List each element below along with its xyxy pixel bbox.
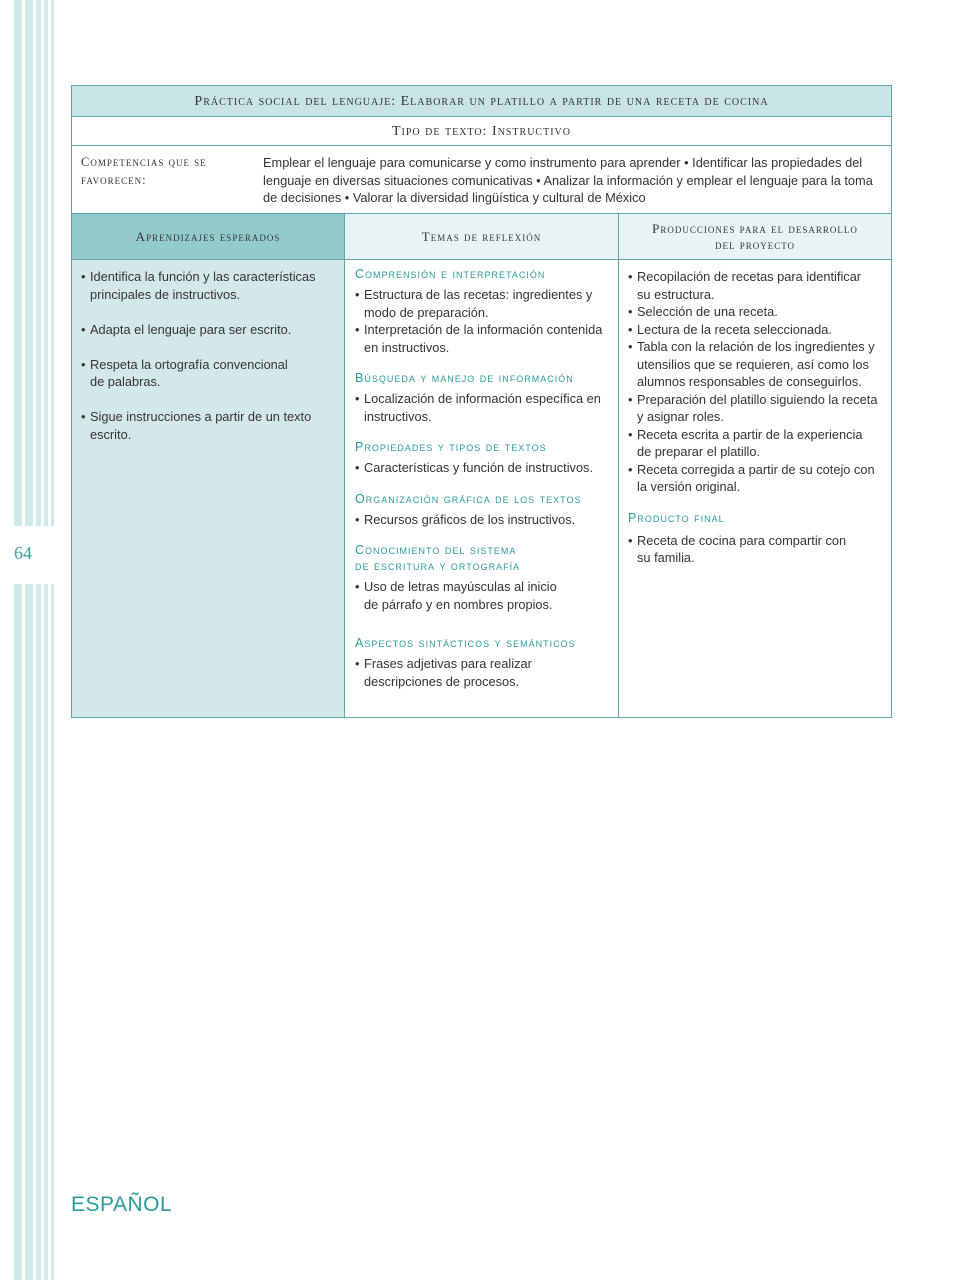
header-temas: Temas de reflexión [345,214,619,259]
tema-title: Aspectos sintácticos y semánticos [355,636,576,650]
list-item: • Preparación del platillo siguiendo la receta y asignar roles. [628,391,883,426]
header-producciones [619,214,891,259]
list-item: • Selección de una receta. [628,303,883,321]
competencias-row [72,146,891,214]
list-item: • Frases adjetivas para realizar descripciones de procesos. [355,655,554,690]
list-item: • Localización de información específica en instructivos. [355,390,610,425]
tema-group [355,370,610,425]
aprendizajes-column [72,260,345,717]
tema-title: Comprensión e interpretación [355,267,546,281]
stripe [14,0,22,1280]
tema-group [355,266,610,356]
list-item: • Lectura de la receta seleccionada. [628,321,883,339]
tema-group [355,542,610,613]
tema-title: Búsqueda y manejo de información [355,371,574,385]
tema-title: Conocimiento del sistema de escritura y ortografía [355,543,521,573]
page-number: 64 [14,543,32,563]
footer-subject: ESPAÑOL [71,1193,173,1216]
competencias-text: Emplear el lenguaje para comunicarse y como instrumento para aprender • Identificar las propiedades del lenguaje en diversas situaciones comunicativas • Analizar la información y emplear el lenguaje para la toma de decisiones • Valorar la diversidad lingüística y cultural de México [263,155,873,205]
competencias-label: Competencias que se favorecen: [81,155,207,187]
list-item: • Respeta la ortografía convencional de palabras. [81,356,290,391]
curriculum-table [71,85,892,718]
list-item: • Tabla con la relación de los ingredientes y utensilios que se requieren, así como los alumnos responsables de conseguirlos. [628,338,877,391]
list-item: • Receta escrita a partir de la experiencia de preparar el platillo. [628,426,877,461]
stripe [51,0,54,1280]
producto-final-title: Producto final [628,510,725,525]
temas-column [345,260,619,717]
tema-title: Propiedades y tipos de textos [355,440,547,454]
tema-group [355,635,610,690]
list-item: • Receta de cocina para compartir con su familia. [628,532,847,567]
list-item: • Receta corregida a partir de su cotejo con la versión original. [628,461,877,496]
list-item: • Sigue instrucciones a partir de un texto escrito. [81,408,336,443]
list-item: • Uso de letras mayúsculas al inicio de párrafo y en nombres propios. [355,578,574,613]
tema-title: Organización gráfica de los textos [355,491,582,506]
list-item: • Recursos gráficos de los instructivos. [355,511,610,529]
list-item: • Recopilación de recetas para identificar su estructura. [628,268,877,303]
header-producciones-label: Producciones para el desarrollo del proyecto [652,220,858,252]
stripe [44,0,48,1280]
list-item: • Interpretación de la información contenida en instructivos. [355,321,610,356]
stripe [25,0,33,1280]
margin-stripes [0,0,60,1280]
list-item: • Adapta el lenguaje para ser escrito. [81,321,336,339]
stripe [36,0,41,1280]
list-item: • Características y función de instructivos. [355,459,610,477]
list-item: • Estructura de las recetas: ingredientes y modo de preparación. [355,286,610,321]
table-body [72,260,891,717]
column-headers [72,214,891,260]
table-title: Práctica social del lenguaje: Elaborar un platillo a partir de una receta de cocina [72,86,891,117]
tema-group [355,439,610,477]
producciones-column [619,260,891,717]
tipo-texto: Tipo de texto: Instructivo [72,117,891,146]
tema-group [355,491,610,529]
header-aprendizajes: Aprendizajes esperados [72,214,345,259]
list-item: • Identifica la función y las características principales de instructivos. [81,268,336,303]
